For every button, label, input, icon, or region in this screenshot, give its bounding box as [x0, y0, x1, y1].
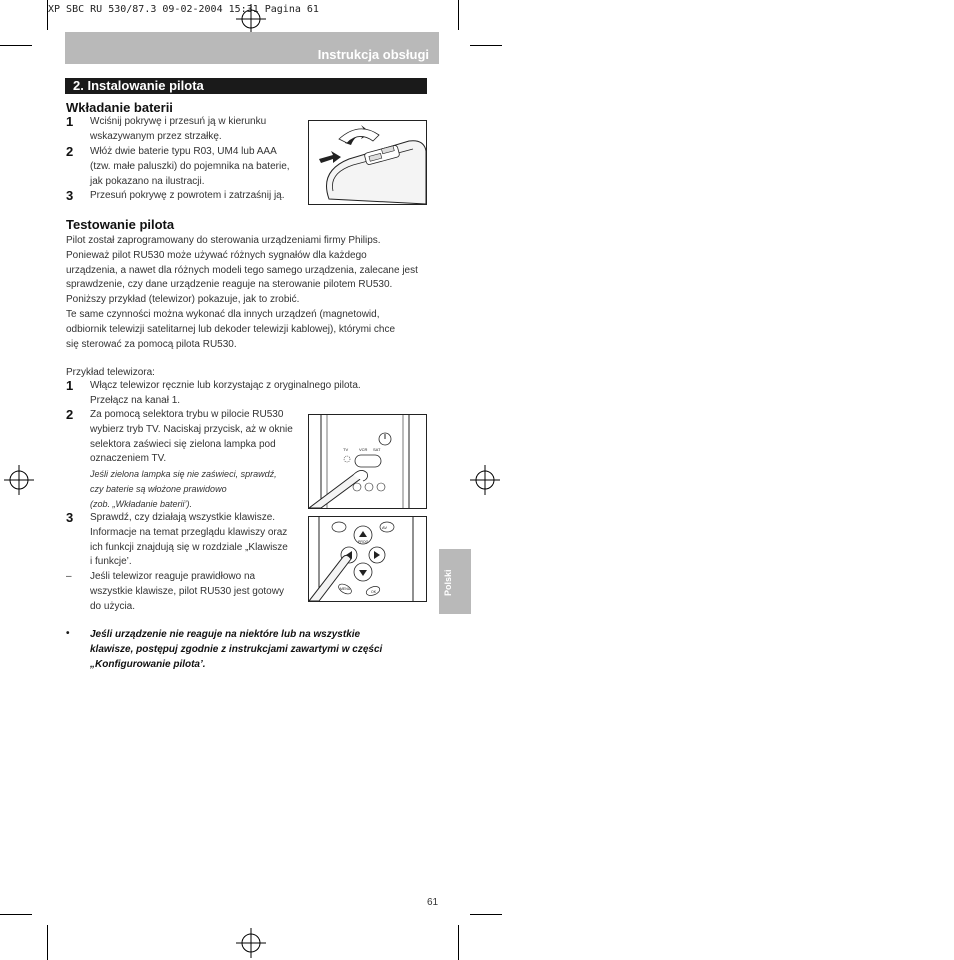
text-line: Sprawdź, czy działają wszystkie klawisze.	[90, 512, 276, 523]
text-line: się sterować za pomocą pilota RU530.	[66, 338, 237, 350]
text-line: Przełącz na kanał 1.	[90, 394, 181, 406]
text-line: Jeśli telewizor reaguje prawidłowo na	[90, 571, 256, 582]
language-tab	[439, 549, 471, 614]
text-line: Poniższy przykład (telewizor) pokazuje, jak to zrobić.	[66, 294, 300, 306]
text-line: wskazywanym przez strzałkę.	[90, 130, 222, 142]
text-line: jak pokazano na ilustracji.	[90, 175, 205, 187]
note-text	[90, 628, 440, 672]
crop-mark	[458, 925, 459, 960]
text-line: Włącz telewizor ręcznie lub korzystając z oryginalnego pilota.	[90, 380, 361, 391]
crop-mark	[470, 45, 502, 46]
mode-selector-illustration	[308, 414, 427, 509]
text-line: odbiornik telewizji satelitarnej lub dekoder telewizji kablowej), którymi chce	[66, 323, 396, 335]
text-line: i funkcje’.	[90, 556, 132, 568]
text-line: wszystkie klawisze, pilot RU530 jest gotowy	[90, 585, 284, 597]
battery-illustration	[308, 120, 427, 205]
text-line: Za pomocą selektora trybu w pilocie RU530	[90, 409, 284, 420]
text-line: Pilot został zaprogramowany do sterowania urządzeniami firmy Philips.	[66, 235, 381, 246]
ok-label: OK	[371, 590, 377, 594]
battery-step-2	[90, 145, 290, 189]
step-number: 1	[66, 114, 74, 129]
crop-mark	[47, 0, 48, 30]
header-title: Instrukcja obsługi	[317, 47, 429, 62]
test-step-3	[90, 511, 288, 570]
text-line: Jeśli zielona lampka się nie zaświeci, sprawdź,	[90, 469, 277, 480]
page-number: 61	[427, 897, 439, 908]
step-number: 2	[66, 407, 74, 422]
sat-label: SAT	[373, 447, 381, 452]
crop-mark	[0, 45, 32, 46]
dash-marker: –	[66, 571, 72, 582]
text-line: Wciśnij pokrywę i przesuń ją w kierunku	[90, 116, 267, 127]
registration-mark-icon	[236, 928, 266, 958]
test-step-1	[90, 379, 361, 409]
header-bar	[65, 32, 439, 64]
text-line: Ponieważ pilot RU530 może używać różnych sygnałów dla każdego	[66, 249, 367, 261]
step-number: 2	[66, 144, 74, 159]
registration-mark-icon	[470, 465, 500, 495]
crop-mark	[470, 914, 502, 915]
text-line: Przesuń pokrywę z powrotem i zatrzaśnij ją.	[90, 190, 285, 201]
keypad-illustration	[308, 516, 427, 602]
print-slug: XP SBC RU 530/87.3 09-02-2004 15:31 Pagina 61	[48, 4, 319, 15]
crop-mark	[458, 0, 459, 30]
step-number: 3	[66, 510, 74, 525]
registration-mark-icon	[4, 465, 34, 495]
menu-label: MENU	[340, 587, 351, 591]
text-line: Informacje na temat przeglądu klawiszy oraz	[90, 526, 288, 538]
batteries-heading: Wkładanie baterii	[66, 100, 173, 115]
text-line: klawisze, postępuj zgodnie z instrukcjami zawartymi w części	[90, 643, 383, 655]
text-line: (zob. „Wkładanie baterii’).	[90, 498, 193, 509]
tv-label: TV	[343, 447, 349, 452]
crop-mark	[47, 925, 48, 960]
test-step-2	[90, 408, 293, 512]
step-number: 3	[66, 188, 74, 203]
text-line: (tzw. małe paluszki) do pojemnika na baterie,	[90, 160, 290, 172]
text-line: selektora zaświeci się zielona lampka pod	[90, 438, 276, 450]
prog-label: PROG	[358, 540, 369, 544]
section-title: 2. Instalowanie pilota	[73, 78, 204, 93]
text-line: ich funkcji znajdują się w rozdziale „Klawisze	[90, 541, 288, 553]
registration-mark-icon	[236, 4, 266, 34]
test-dash-note	[90, 570, 284, 614]
text-line: „Konfigurowanie pilota’.	[90, 658, 206, 670]
text-line: Te same czynności można wykonać dla innych urządzeń (magnetowid,	[66, 308, 380, 320]
text-line: sprawdzenie, czy dane urządzenie reaguje na sterowanie pilotem RU530.	[66, 279, 393, 291]
note-bullet: •	[66, 628, 70, 639]
example-label: Przykład telewizora:	[66, 367, 155, 378]
text-line: Włóż dwie baterie typu R03, UM4 lub AAA	[90, 146, 277, 157]
battery-step-3	[90, 189, 285, 204]
testing-paragraph	[66, 234, 428, 352]
section-bar	[65, 78, 427, 94]
text-line: wybierz tryb TV. Naciskaj przycisk, aż w oknie	[90, 423, 293, 435]
text-line: do użycia.	[90, 600, 136, 612]
text-line: czy baterie są włożone prawidowo	[90, 483, 227, 494]
step-number: 1	[66, 378, 74, 393]
vcr-label: VCR	[359, 447, 368, 452]
text-line: urządzenia, a nawet dla różnych modeli tego samego urządzenia, zalecane jest	[66, 264, 418, 276]
crop-mark	[0, 914, 32, 915]
text-line: Jeśli urządzenie nie reaguje na niektóre lub na wszystkie	[90, 629, 361, 640]
testing-heading: Testowanie pilota	[66, 217, 175, 232]
battery-step-1	[90, 115, 266, 145]
av-label: AV	[382, 525, 388, 530]
language-tab-label: Polski	[443, 569, 453, 596]
text-line: oznaczeniem TV.	[90, 453, 167, 465]
